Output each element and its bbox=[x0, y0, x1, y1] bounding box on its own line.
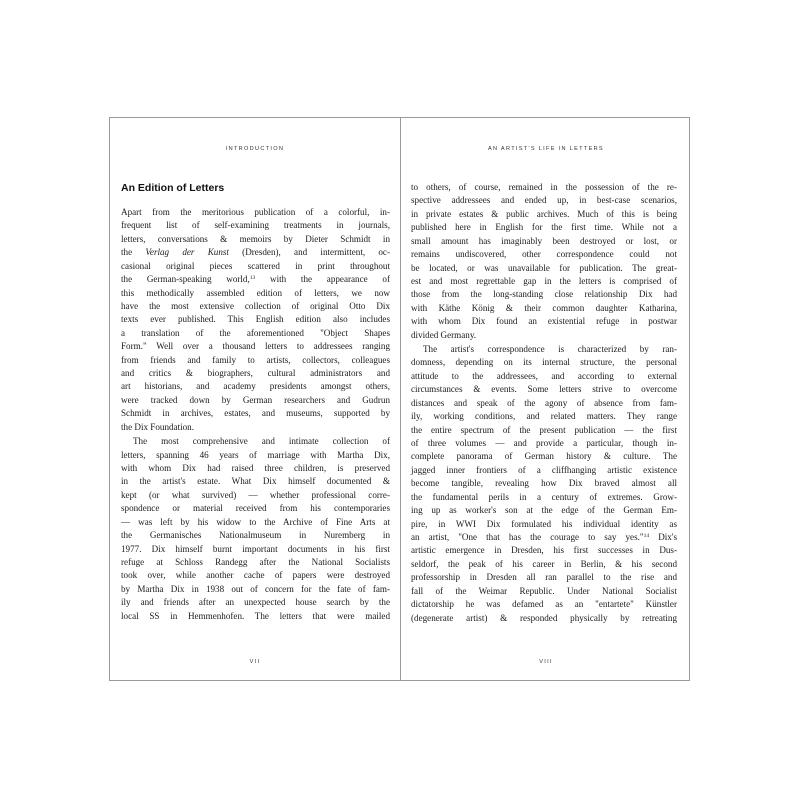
text-line: published here in English for the first time. While not a bbox=[411, 222, 677, 233]
text-line: divided Germany. bbox=[411, 329, 477, 340]
text-line: ily, working conditions, and related matters. They range bbox=[411, 411, 677, 422]
text-line: from friends and family to artists, collectors, colleagues bbox=[121, 354, 390, 365]
book-spread bbox=[109, 117, 690, 681]
text-line: have the most extensive collection of original Otto Dix bbox=[121, 300, 390, 311]
text-line: ing up as worker's son at the edge of the German Em- bbox=[411, 505, 677, 516]
right-page bbox=[401, 118, 691, 680]
paragraph bbox=[121, 206, 390, 434]
text-line: remains undiscovered, other correspondence could not bbox=[411, 249, 677, 260]
paragraph bbox=[411, 343, 677, 625]
section-title: An Edition of Letters bbox=[121, 182, 225, 194]
text-line: (degenerate artist) & responded physically by retreating bbox=[411, 612, 677, 623]
text-line: those from the long-standing close relationship Dix had bbox=[411, 289, 677, 300]
text-line: kept (or what survived) — whether professional corre- bbox=[121, 489, 390, 500]
text-line: and critics & biographers, cultural administrators and bbox=[121, 368, 390, 379]
text-line: The artist's correspondence is characterized by ran- bbox=[423, 344, 677, 355]
text-line: fall of the Weimar Republic. Under National Socialist bbox=[411, 585, 677, 596]
text-line: took over, while another cache of papers were destroyed bbox=[121, 570, 390, 581]
text-line: dictatorship he was defamed as an "entartete" Künstler bbox=[411, 599, 677, 610]
paragraph bbox=[411, 181, 677, 342]
footnote-marker: 13 bbox=[249, 275, 256, 282]
text-line: seldorf, the peak of his career in Berlin, & his second bbox=[411, 558, 677, 569]
text-line: the Dix Foundation. bbox=[121, 421, 194, 432]
text-line: the German-speaking world,$^{13}$ with the appearance of bbox=[121, 274, 390, 285]
text-line: The most comprehensive and intimate collection of bbox=[133, 436, 390, 447]
paragraph bbox=[121, 435, 390, 623]
text-line: letters, conversations & memoirs by Dieter Schmidt in bbox=[121, 233, 390, 244]
page-number: VIII bbox=[539, 659, 553, 665]
text-line: the entire spectrum of the present publication — the first bbox=[411, 424, 677, 435]
running-head: AN ARTIST'S LIFE IN LETTERS bbox=[488, 146, 604, 152]
text-line: — was left by his widow to the Archive of Fine Arts at bbox=[121, 516, 390, 527]
text-line: letters, spanning 46 years of marriage with Martha Dix, bbox=[121, 449, 390, 460]
text-line: in the artist's estate. What Dix himself documented & bbox=[121, 476, 390, 487]
text-line: small amount has imaginably been destroyed or lost, or bbox=[411, 235, 677, 246]
text-line: professorship in Dresden all ran parallel to the rise and bbox=[411, 572, 677, 583]
text-line: be located, or was unavailable for publication. The great- bbox=[411, 262, 677, 273]
text-line: attitude to the addressees, and according to external bbox=[411, 370, 677, 381]
left-text-block bbox=[121, 182, 390, 623]
text-line: jagged inner frontiers of a cliffhanging artistic existence bbox=[411, 464, 677, 475]
text-line: of three volumes — and provide a particular, though in- bbox=[411, 438, 677, 449]
left-page bbox=[110, 118, 400, 680]
text-line: refuge at Schloss Randegg after the National Socialists bbox=[121, 556, 390, 567]
text-line: texts ever published. This English edition also includes bbox=[121, 314, 390, 325]
text-line: with Käthe König & their common daughter Katharina, bbox=[411, 302, 677, 313]
text-line: the Germanisches Nationalmuseum in Nuremberg in bbox=[121, 530, 390, 541]
text-line: to others, of course, remained in the possession of the re- bbox=[411, 182, 677, 192]
text-line: Form." Well over a thousand letters to addressees ranging bbox=[121, 341, 390, 352]
text-line: casional original pieces scattered in print throughout bbox=[121, 260, 390, 271]
text-line: frequent list of self-examining treatments in journals, bbox=[121, 220, 390, 231]
right-text-block bbox=[411, 181, 677, 625]
text-line: in private estates & public archives. Much of this is being bbox=[411, 208, 677, 219]
text-line: complete panorama of German history & culture. The bbox=[411, 451, 677, 462]
text-line: 1977. Dix himself burnt important documents in his first bbox=[121, 543, 390, 554]
text-line: ily and friends after an unexpected house search by the bbox=[121, 597, 390, 608]
text-line: an artist, "One that has the courage to say yes."$^{14}$ Dix's bbox=[411, 531, 678, 542]
text-line: this methodically assembled edition of letters, we now bbox=[121, 287, 390, 298]
text-line: circumstances & events. Some letters strive to overcome bbox=[411, 384, 677, 395]
text-line: become tangible, revealing how Dix braved almost all bbox=[411, 478, 677, 489]
running-head: INTRODUCTION bbox=[225, 146, 285, 152]
text-line: the fundamental perils in a century of extremes. Grow- bbox=[411, 491, 677, 502]
text-line: art historians, and academy presidents amongst others, bbox=[121, 381, 390, 392]
text-line: est and most regrettable gap in the letters is comprised of bbox=[411, 275, 677, 286]
text-line: artistic emergence in Dresden, his first successes in Dus- bbox=[411, 545, 677, 556]
text-line: Schmidt in archives, estates, and museums, supported by bbox=[121, 408, 390, 419]
text-line: local SS in Hemmenhofen. The letters that were mailed bbox=[121, 610, 390, 621]
text-line: distances and speak of the agony of absence from fam- bbox=[411, 397, 677, 408]
text-line: by Martha Dix in 1938 out of concern for the fate of fam- bbox=[121, 583, 390, 594]
text-line: were tracked down by German researchers and Gudrun bbox=[121, 394, 390, 405]
text-line: Apart from the meritorious publication of a colorful, in- bbox=[121, 207, 390, 217]
text-line: with whom Dix found an existential refuge in postwar bbox=[411, 316, 677, 327]
text-line: spondence or material received from his contemporaries bbox=[121, 503, 390, 514]
text-line: with whom Dix had raised three children, is preserved bbox=[121, 463, 390, 474]
footnote-marker: 14 bbox=[643, 532, 650, 539]
text-line: a translation of the aforementioned "Object Shapes bbox=[121, 327, 390, 338]
text-line: spective addressees and ended up, in best-case scenarios, bbox=[411, 195, 677, 206]
page-number: VII bbox=[249, 659, 261, 665]
book-title: Verlag der Kunst bbox=[145, 247, 229, 258]
text-line: pire, in WWI Dix formulated his individual identity as bbox=[411, 518, 677, 529]
text-line: domness, depending on its internal structure, the personal bbox=[411, 357, 677, 368]
text-line: the Verlag der Kunst (Dresden), and intermittent, oc- bbox=[121, 247, 390, 258]
